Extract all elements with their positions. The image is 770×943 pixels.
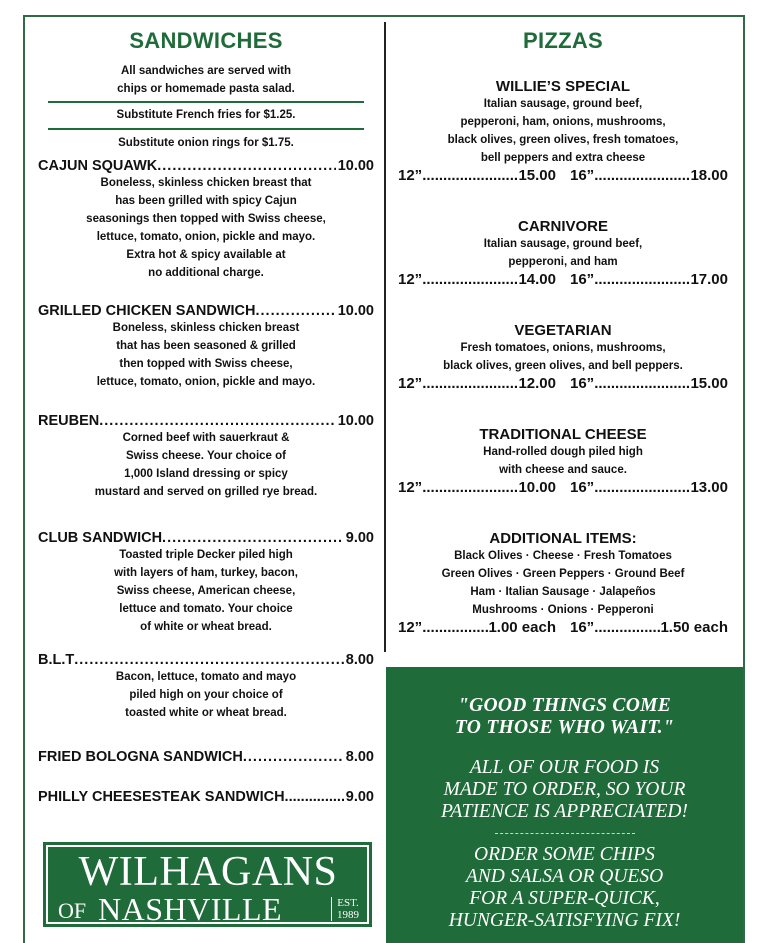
price-row <box>396 271 730 288</box>
item-name: CAJUN SQUAWK <box>38 158 158 174</box>
item-price: 8.00 <box>345 749 374 765</box>
logo-est-label: EST. <box>337 897 359 909</box>
leader-dots <box>285 789 344 805</box>
desc-line: Swiss cheese, American cheese, <box>116 585 296 597</box>
intro-line: All sandwiches are served with <box>120 65 291 77</box>
size-label: 12” <box>398 167 423 184</box>
price-row <box>396 479 730 496</box>
leader-dots <box>594 375 690 392</box>
note-line: ALL OF OUR FOOD IS <box>469 757 660 778</box>
price-value: 15.00 <box>690 375 728 392</box>
price-small <box>398 619 556 636</box>
divider-rule <box>48 128 364 130</box>
price-row <box>396 619 730 636</box>
additional-items <box>396 530 730 636</box>
tip-line: ORDER SOME CHIPS <box>474 844 655 865</box>
item-description <box>38 174 374 282</box>
logo-of: OF <box>58 898 87 923</box>
desc-line: that has been seasoned & grilled <box>116 340 296 352</box>
desc-line: black olives, green olives, fresh tomatoes, <box>447 134 679 146</box>
pizza-name: CARNIVORE <box>517 218 608 235</box>
tip-line: HUNGER-SATISFYING FIX! <box>448 910 681 931</box>
tip-line: FOR A SUPER-QUICK, <box>469 888 660 909</box>
desc-line: piled high on your choice of <box>129 689 283 701</box>
desc-line: lettuce, tomato, onion, pickle and mayo. <box>96 231 316 243</box>
tip-line: AND SALSA OR QUESO <box>465 866 664 887</box>
pizza-item <box>396 426 730 496</box>
desc-line: of white or wheat bread. <box>140 621 272 633</box>
item-name: CLUB SANDWICH <box>38 530 163 546</box>
desc-line: with layers of ham, turkey, bacon, <box>114 567 298 579</box>
desc-line: with cheese and sauce. <box>499 464 627 476</box>
desc-line: has been grilled with spicy Cajun <box>115 195 297 207</box>
pizza-name: TRADITIONAL CHEESE <box>479 426 647 443</box>
spacer <box>556 167 570 184</box>
size-label: 16” <box>570 619 595 636</box>
price-large <box>570 167 728 184</box>
promo-box <box>386 667 743 943</box>
leader-dots <box>422 479 518 496</box>
sandwich-item <box>38 158 374 282</box>
substitute-fries: Substitute French fries for $1.25. <box>116 109 296 122</box>
sandwich-item <box>38 749 374 765</box>
item-price: 10.00 <box>337 158 374 174</box>
price-value: 15.00 <box>518 167 556 184</box>
leader-dots <box>422 271 518 288</box>
price-row <box>396 375 730 392</box>
spacer <box>556 479 570 496</box>
desc-line: Italian sausage, ground beef, <box>483 238 643 250</box>
desc-line: pepperoni, ham, onions, mushrooms, <box>460 116 666 128</box>
price-value: 10.00 <box>518 479 556 496</box>
item-header <box>38 749 374 765</box>
price-value: 17.00 <box>690 271 728 288</box>
desc-line: Fresh tomatoes, onions, mushrooms, <box>460 342 666 354</box>
desc-line: Bacon, lettuce, tomato and mayo <box>115 671 297 683</box>
desc-line: Corned beef with sauerkraut & <box>122 432 290 444</box>
price-value: 13.00 <box>690 479 728 496</box>
size-label: 16” <box>570 479 595 496</box>
leader-dots <box>74 652 344 668</box>
desc-line: Ham · Italian Sausage · Jalapeños <box>470 586 656 598</box>
size-label: 12” <box>398 479 423 496</box>
item-description <box>38 319 374 391</box>
leader-dots <box>162 530 344 546</box>
desc-line: lettuce and tomato. Your choice <box>119 603 293 615</box>
leader-dots <box>157 158 335 174</box>
pizza-item <box>396 322 730 392</box>
quote-line: TO THOSE WHO WAIT." <box>454 717 675 738</box>
wilhagans-logo <box>43 842 372 927</box>
pizza-name: ADDITIONAL ITEMS: <box>489 530 637 547</box>
item-header <box>38 413 374 429</box>
pizza-name: WILLIE’S SPECIAL <box>495 78 631 95</box>
pizza-name: VEGETARIAN <box>514 322 612 339</box>
leader-dots <box>594 167 690 184</box>
pizza-description <box>396 339 730 375</box>
price-small <box>398 375 556 392</box>
desc-line: Hand-rolled dough piled high <box>483 446 643 458</box>
sandwiches-section <box>38 28 374 805</box>
price-small <box>398 271 556 288</box>
desc-line: toasted white or wheat bread. <box>125 707 287 719</box>
dashed-divider <box>495 833 635 834</box>
spacer <box>556 271 570 288</box>
item-name: B.L.T <box>38 652 75 668</box>
leader-dots <box>422 167 518 184</box>
desc-line: bell peppers and extra cheese <box>480 152 646 164</box>
sandwiches-title: SANDWICHES <box>129 28 283 53</box>
sandwich-item <box>38 303 374 391</box>
item-header <box>38 789 374 805</box>
price-small <box>398 479 556 496</box>
pizza-item <box>396 78 730 184</box>
note-line: PATIENCE IS APPRECIATED! <box>441 801 688 822</box>
desc-line: black olives, green olives, and bell peppers. <box>443 360 683 372</box>
item-price: 8.00 <box>345 652 374 668</box>
pizza-item <box>396 218 730 288</box>
desc-line: Italian sausage, ground beef, <box>483 98 643 110</box>
pizza-description <box>396 95 730 167</box>
desc-line: Boneless, skinless chicken breast that <box>100 177 312 189</box>
item-price: 9.00 <box>345 789 374 805</box>
spacer <box>556 619 570 636</box>
price-row <box>396 167 730 184</box>
desc-line: Swiss cheese. Your choice of <box>125 450 286 462</box>
price-value: 18.00 <box>690 167 728 184</box>
pizzas-section <box>396 28 730 636</box>
price-value: 1.50 each <box>660 619 728 636</box>
sandwich-item <box>38 530 374 636</box>
item-price: 9.00 <box>345 530 374 546</box>
item-name: REUBEN <box>38 413 100 429</box>
sandwiches-intro <box>38 63 374 98</box>
desc-line: Extra hot & spicy available at <box>126 249 286 261</box>
pizza-description <box>396 235 730 271</box>
sandwich-item <box>38 789 374 805</box>
size-label: 12” <box>398 375 423 392</box>
item-price: 10.00 <box>337 413 374 429</box>
item-name: GRILLED CHICKEN SANDWICH <box>38 303 256 319</box>
desc-line: Black Olives · Cheese · Fresh Tomatoes <box>454 550 672 562</box>
desc-line: pepperoni, and ham <box>508 256 618 268</box>
pizzas-title: PIZZAS <box>522 28 604 53</box>
price-large <box>570 271 728 288</box>
item-description <box>38 429 374 501</box>
desc-line: Toasted triple Decker piled high <box>119 549 293 561</box>
price-large <box>570 619 728 636</box>
desc-line: Boneless, skinless chicken breast <box>112 322 300 334</box>
price-value: 1.00 each <box>488 619 556 636</box>
leader-dots <box>422 375 518 392</box>
desc-line: 1,000 Island dressing or spicy <box>124 468 288 480</box>
logo-established <box>331 897 359 921</box>
logo-year: 1989 <box>337 909 359 921</box>
desc-line: Green Olives · Green Peppers · Ground Beef <box>441 568 685 580</box>
leader-dots <box>594 619 660 636</box>
leader-dots <box>594 271 690 288</box>
size-label: 16” <box>570 375 595 392</box>
sandwich-item <box>38 652 374 722</box>
substitute-rings: Substitute onion rings for $1.75. <box>118 137 294 150</box>
item-price: 10.00 <box>337 303 374 319</box>
leader-dots <box>243 749 344 765</box>
item-header <box>38 303 374 319</box>
note-line: MADE TO ORDER, SO YOUR <box>443 779 686 800</box>
price-large <box>570 375 728 392</box>
desc-line: no additional charge. <box>148 267 264 279</box>
pizza-description <box>396 443 730 479</box>
logo-name: WILHAGANS <box>78 849 338 895</box>
size-label: 12” <box>398 271 423 288</box>
size-label: 12” <box>398 619 423 636</box>
desc-line: mustard and served on grilled rye bread. <box>94 486 318 498</box>
leader-dots <box>422 619 488 636</box>
price-large <box>570 479 728 496</box>
price-small <box>398 167 556 184</box>
item-name: PHILLY CHEESESTEAK SANDWICH <box>38 789 285 805</box>
price-value: 12.00 <box>518 375 556 392</box>
spacer <box>556 375 570 392</box>
desc-line: lettuce, tomato, onion, pickle and mayo. <box>96 376 316 388</box>
item-name: FRIED BOLOGNA SANDWICH <box>38 749 243 765</box>
quote-line: "GOOD THINGS COME <box>457 695 672 716</box>
promo-tip <box>386 844 743 932</box>
leader-dots <box>99 413 335 429</box>
desc-line: Mushrooms · Onions · Pepperoni <box>472 604 654 616</box>
leader-dots <box>594 479 690 496</box>
size-label: 16” <box>570 271 595 288</box>
item-description <box>38 668 374 722</box>
leader-dots <box>256 303 336 319</box>
size-label: 16” <box>570 167 595 184</box>
logo-border <box>46 845 369 927</box>
intro-line: chips or homemade pasta salad. <box>117 82 295 95</box>
promo-note <box>386 757 743 823</box>
promo-quote <box>386 695 743 739</box>
item-header <box>38 158 374 174</box>
item-header <box>38 530 374 546</box>
sandwich-item <box>38 413 374 501</box>
desc-line: then topped with Swiss cheese, <box>119 358 293 370</box>
desc-line: seasonings then topped with Swiss cheese, <box>86 213 326 225</box>
item-header <box>38 652 374 668</box>
item-description <box>38 546 374 636</box>
price-value: 14.00 <box>518 271 556 288</box>
divider-rule <box>48 101 364 103</box>
column-divider <box>384 22 386 652</box>
logo-city: NASHVILLE <box>98 891 283 927</box>
toppings-list <box>396 547 730 619</box>
